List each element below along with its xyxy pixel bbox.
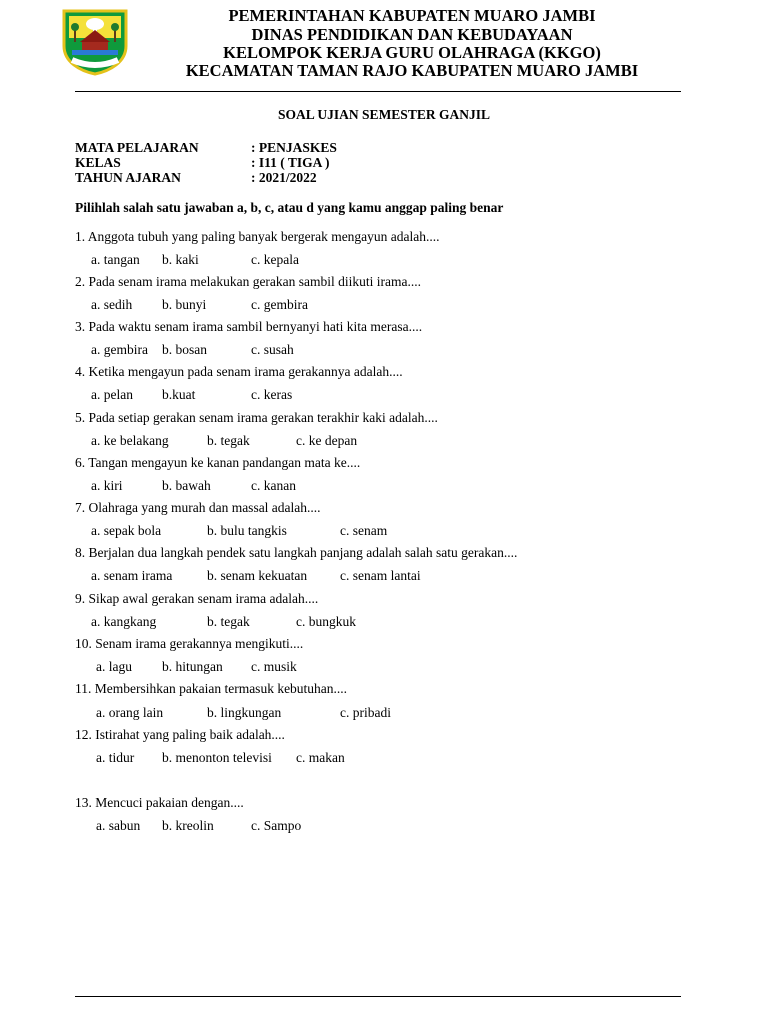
option-4c: c. keras	[251, 387, 293, 402]
question-4: 4. Ketika mengayun pada senam irama gerakannya adalah....	[75, 364, 403, 379]
option-13c: c. Sampo	[251, 818, 302, 833]
meta-value-subject: : PENJASKES	[251, 140, 337, 155]
option-5a: a. ke belakang	[91, 433, 169, 448]
option-9a: a. kangkang	[91, 614, 157, 629]
question-8: 8. Berjalan dua langkah pendek satu langkah panjang adalah salah satu gerakan....	[75, 545, 518, 560]
header-working-group: KELOMPOK KERJA GURU OLAHRAGA (KKGO)	[223, 43, 601, 62]
question-1: 1. Anggota tubuh yang paling banyak bergerak mengayun adalah....	[75, 229, 440, 244]
option-9c: c. bungkuk	[296, 614, 356, 629]
question-5: 5. Pada setiap gerakan senam irama gerakan terakhir kaki adalah....	[75, 410, 438, 425]
header-district: KECAMATAN TAMAN RAJO KABUPATEN MUARO JAMBI	[185, 61, 639, 80]
question-3: 3. Pada waktu senam irama sambil bernyanyi hati kita merasa....	[75, 319, 423, 334]
option-13b: b. kreolin	[162, 818, 214, 833]
option-7c: c. senam	[340, 523, 388, 538]
question-10: 10. Senam irama gerakannya mengikuti....	[75, 636, 304, 651]
regency-logo	[60, 8, 130, 76]
instruction: Pilihlah salah satu jawaban a, b, c, atau d yang kamu anggap paling benar	[75, 200, 504, 215]
option-6b: b. bawah	[162, 478, 211, 493]
option-6a: a. kiri	[91, 478, 123, 493]
option-8b: b. senam kekuatan	[207, 568, 308, 583]
meta-label-class: KELAS	[75, 155, 121, 170]
option-5b: b. tegak	[207, 433, 250, 448]
footer-divider	[75, 996, 681, 997]
question-2: 2. Pada senam irama melakukan gerakan sambil diikuti irama....	[75, 274, 422, 289]
option-8c: c. senam lantai	[340, 568, 421, 583]
option-3a: a. gembira	[91, 342, 148, 357]
option-10b: b. hitungan	[162, 659, 223, 674]
question-11: 11. Membersihkan pakaian termasuk kebutuhan....	[75, 681, 348, 696]
option-3c: c. susah	[251, 342, 294, 357]
option-1a: a. tangan	[91, 252, 140, 267]
option-1c: c. kepala	[251, 252, 299, 267]
option-1b: b. kaki	[162, 252, 199, 267]
option-12a: a. tidur	[96, 750, 135, 765]
header-divider	[75, 91, 681, 92]
option-11c: c. pribadi	[340, 705, 391, 720]
question-12: 12. Istirahat yang paling baik adalah....	[75, 727, 285, 742]
option-2c: c. gembira	[251, 297, 308, 312]
meta-value-year: : 2021/2022	[251, 170, 317, 185]
option-12c: c. makan	[296, 750, 345, 765]
option-12b: b. menonton televisi	[162, 750, 272, 765]
question-9: 9. Sikap awal gerakan senam irama adalah....	[75, 591, 319, 606]
option-6c: c. kanan	[251, 478, 296, 493]
meta-value-class: : I11 ( TIGA )	[251, 155, 330, 170]
question-13: 13. Mencuci pakaian dengan....	[75, 795, 244, 810]
question-6: 6. Tangan mengayun ke kanan pandangan mata ke....	[75, 455, 361, 470]
exam-title: SOAL UJIAN SEMESTER GANJIL	[278, 107, 490, 122]
option-11b: b. lingkungan	[207, 705, 282, 720]
option-2a: a. sedih	[91, 297, 133, 312]
option-9b: b. tegak	[207, 614, 250, 629]
meta-label-year: TAHUN AJARAN	[75, 170, 181, 185]
meta-label-subject: MATA PELAJARAN	[75, 140, 199, 155]
option-7a: a. sepak bola	[91, 523, 162, 538]
option-4b: b.kuat	[162, 387, 196, 402]
header-department: DINAS PENDIDIKAN DAN KEBUDAYAAN	[251, 25, 573, 44]
option-11a: a. orang lain	[96, 705, 164, 720]
option-13a: a. sabun	[96, 818, 141, 833]
option-10a: a. lagu	[96, 659, 132, 674]
option-8a: a. senam irama	[91, 568, 173, 583]
option-3b: b. bosan	[162, 342, 207, 357]
option-10c: c. musik	[251, 659, 297, 674]
option-5c: c. ke depan	[296, 433, 358, 448]
option-2b: b. bunyi	[162, 297, 207, 312]
question-7: 7. Olahraga yang murah dan massal adalah....	[75, 500, 321, 515]
header-government: PEMERINTAHAN KABUPATEN MUARO JAMBI	[228, 6, 596, 25]
option-4a: a. pelan	[91, 387, 133, 402]
option-7b: b. bulu tangkis	[207, 523, 287, 538]
